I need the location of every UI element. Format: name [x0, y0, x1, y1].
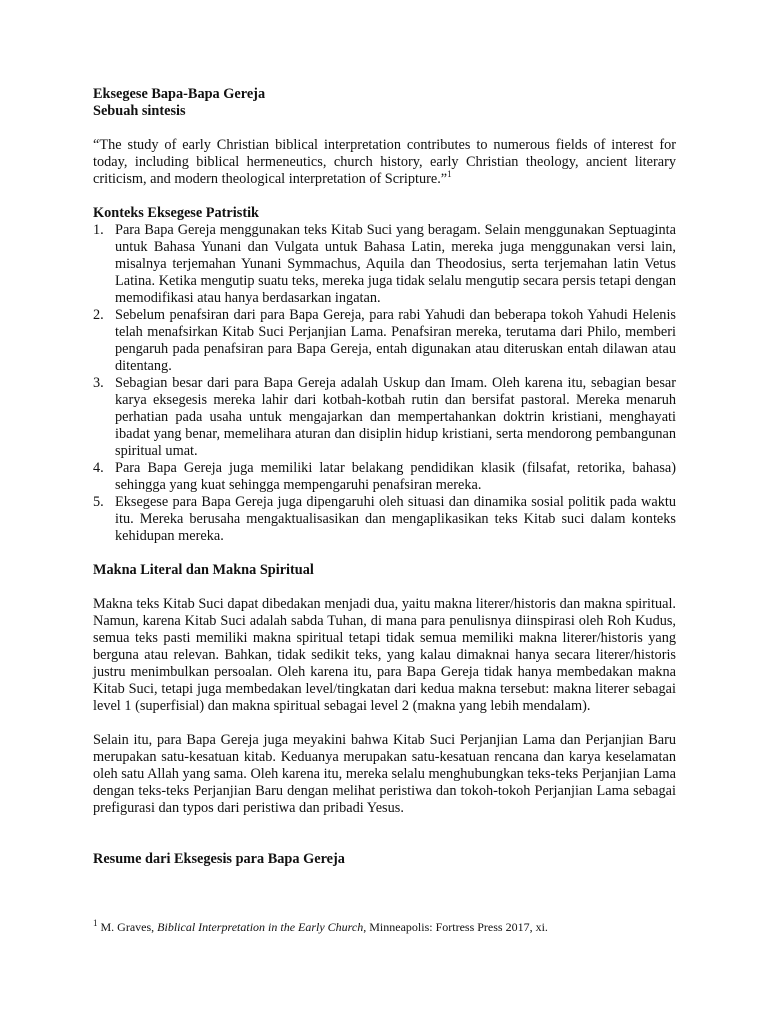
- section-heading-resume: Resume dari Eksegesis para Bapa Gereja: [93, 851, 345, 867]
- footnote-ref: 1: [447, 169, 452, 180]
- list-number: 1.: [93, 222, 104, 238]
- opening-quote: [93, 137, 676, 188]
- konteks-list: [93, 222, 676, 545]
- list-item-text: Para Bapa Gereja menggunakan teks Kitab Suci yang beragam. Selain menggunakan Septuaginta untuk Bahasa Yunani dan Vulgata untuk Bahasa Latin, mereka juga menggunakan versi lain, misalnya terjemahan Yunani Symmachus, Aquila dan Theodosius, serta terjemahan latin Vetus Latina. Ketika mengutip suatu teks, mereka juga tidak selalu mengutip secara persis tetapi dengan memodifikasi atau hanya berdasarkan ingatan.: [115, 222, 676, 306]
- list-item: [93, 460, 676, 494]
- list-number: 2.: [93, 307, 104, 323]
- list-item: [93, 494, 676, 545]
- footnote-book-title: Biblical Interpretation in the Early Church: [157, 920, 364, 934]
- paragraph: Selain itu, para Bapa Gereja juga meyakini bahwa Kitab Suci Perjanjian Lama dan Perjanjian Baru merupakan satu-kesatuan kitab. Keduanya merupakan satu-kesatuan rencana dan karya keselamatan oleh satu Allah yang sama. Oleh karena itu, mereka selalu menghubungkan teks-teks Perjanjian Lama dengan teks-teks Perjanjian Baru dengan melihat peristiwa dan tokoh-tokoh Perjanjian Lama sebagai prefigurasi dan typos dari peristiwa dan pribadi Yesus.: [93, 732, 676, 816]
- list-item: [93, 222, 676, 307]
- document-subtitle: Sebuah sintesis: [93, 103, 186, 119]
- footnote-author: M. Graves,: [97, 920, 158, 934]
- paragraph: Makna teks Kitab Suci dapat dibedakan menjadi dua, yaitu makna literer/historis dan makna spiritual. Namun, karena Kitab Suci adalah sabda Tuhan, di mana para penulisnya diinspirasi oleh Roh Kudus, semua teks pasti memiliki makna spiritual tetapi tidak semua memiliki makna literer/historis yang berguna atau relevan. Bahkan, tidak sedikit teks, yang kalau dimaknai hanya secara literer/historis justru menimbulkan persoalan. Oleh karena itu, para Bapa Gereja tidak hanya membedakan makna Kitab Suci, tetapi juga membedakan level/tingkatan dari kedua makna tersebut: makna literer sebagai level 1 (superfisial) dan makna spiritual sebagai level 2 (makna yang lebih mendalam).: [93, 596, 676, 714]
- footnote-publication: , Minneapolis: Fortress Press 2017, xi.: [363, 920, 548, 934]
- list-item-text: Sebelum penafsiran dari para Bapa Gereja, para rabi Yahudi dan beberapa tokoh Yahudi Helenis telah menafsirkan Kitab Suci Perjanjian Lama. Penafsiran mereka, terutama dari Philo, memberi pengaruh pada penafsiran para Bapa Gereja, entah digunakan atau diteruskan entah dilawan atau ditentang.: [115, 307, 676, 374]
- quote-text: “The study of early Christian biblical interpretation contributes to numerous fields of interest for today, including biblical hermeneutics, church history, early Christian theology, ancient literary criticism, and modern theological interpretation of Scripture.”: [93, 137, 676, 187]
- section-heading-makna: Makna Literal dan Makna Spiritual: [93, 562, 314, 578]
- list-number: 5.: [93, 494, 104, 510]
- document-title: Eksegese Bapa-Bapa Gereja: [93, 86, 266, 102]
- title-block: [93, 86, 676, 120]
- list-item-text: Para Bapa Gereja juga memiliki latar belakang pendidikan klasik (filsafat, retorika, bahasa) sehingga yang kuat sehingga mempengaruhi penafsiran mereka.: [115, 460, 676, 493]
- list-item: [93, 375, 676, 460]
- footnote-marker: 1: [93, 918, 98, 928]
- list-number: 4.: [93, 460, 104, 476]
- list-item-text: Eksegese para Bapa Gereja juga dipengaruhi oleh situasi dan dinamika sosial politik pada waktu itu. Mereka berusaha mengaktualisasikan dan mengaplikasikan teks Kitab suci dalam konteks kehidupan mereka.: [115, 494, 676, 544]
- list-item-text: Sebagian besar dari para Bapa Gereja adalah Uskup dan Imam. Oleh karena itu, sebagian besar karya eksegesis mereka lahir dari kotbah-kotbah rutin dan bersifat pastoral. Mereka menaruh perhatian pada usaha untuk mengajarkan dan mempertahankan doktrin kristiani, menghayati ibadat yang benar, memelihara aturan dan disiplin hidup kristiani, serta mendorong pembangunan spiritual umat.: [115, 375, 676, 459]
- list-item: [93, 307, 676, 375]
- section-heading-konteks: Konteks Eksegese Patristik: [93, 205, 259, 221]
- list-number: 3.: [93, 375, 104, 391]
- footnote: [93, 920, 548, 935]
